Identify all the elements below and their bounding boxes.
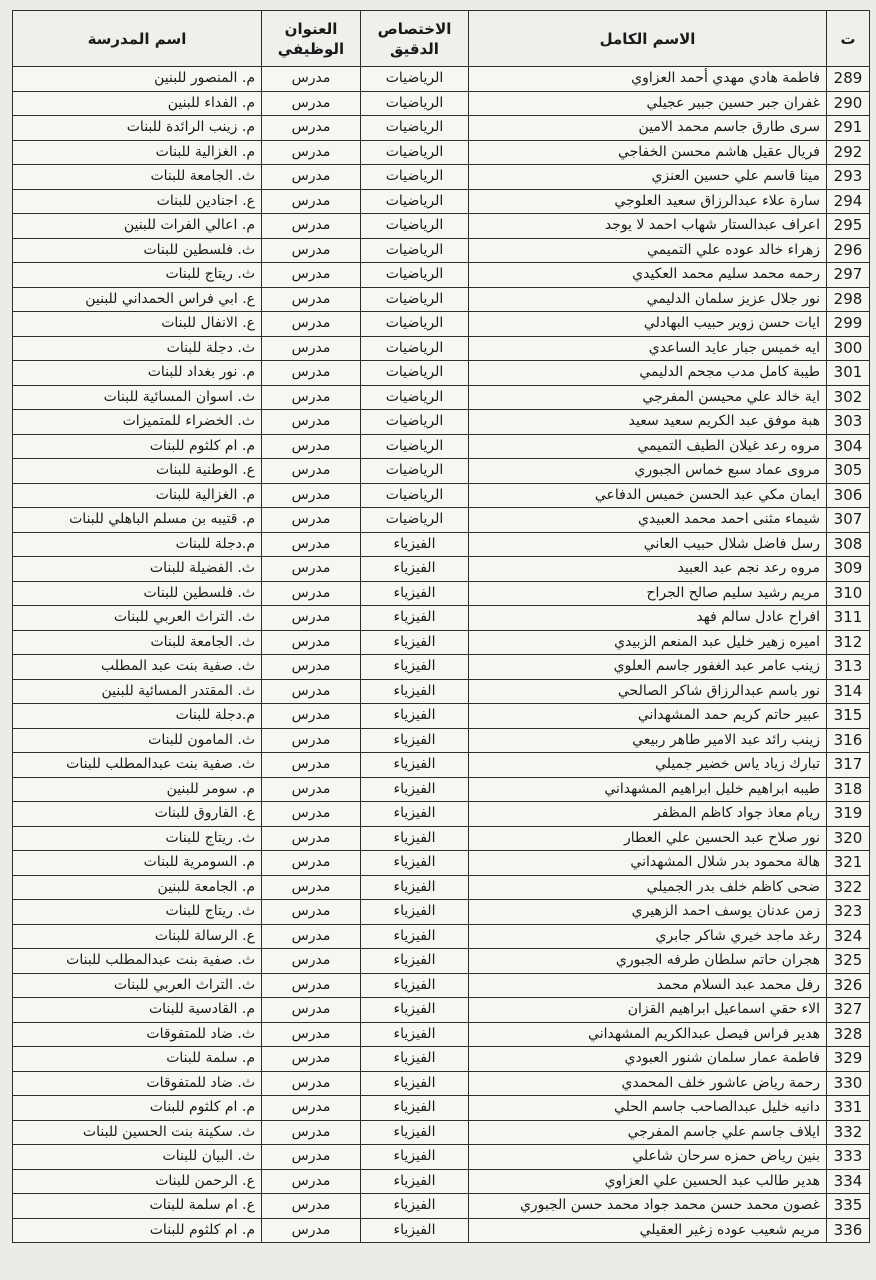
- specialization-cell: الفيزياء: [361, 1047, 469, 1072]
- full-name-cell: زهراء خالد عوده علي التميمي: [469, 238, 827, 263]
- table-row: [13, 459, 870, 484]
- table-row: [13, 1022, 870, 1047]
- school-name-cell: ث. دجلة للبنات: [13, 336, 262, 361]
- job-title-cell: مدرس: [262, 581, 361, 606]
- job-title-cell: مدرس: [262, 67, 361, 92]
- job-title-cell: مدرس: [262, 1120, 361, 1145]
- school-name-cell: ع. اجنادين للبنات: [13, 189, 262, 214]
- full-name-cell: ضحى كاظم خلف بدر الجميلي: [469, 875, 827, 900]
- job-title-cell: مدرس: [262, 924, 361, 949]
- school-name-cell: م. الفداء للبنين: [13, 91, 262, 116]
- job-title-cell: مدرس: [262, 508, 361, 533]
- school-name-cell: م. الغزالية للبنات: [13, 140, 262, 165]
- school-name-cell: ث. الفضيلة للبنات: [13, 557, 262, 582]
- row-number: 310: [827, 581, 870, 606]
- table-row: [13, 434, 870, 459]
- table-row: [13, 1145, 870, 1170]
- full-name-cell: الاء حقي اسماعيل ابراهيم القزان: [469, 998, 827, 1023]
- full-name-cell: نور صلاح عبد الحسين علي العطار: [469, 826, 827, 851]
- row-number: 295: [827, 214, 870, 239]
- teachers-table: [12, 10, 870, 1243]
- school-name-cell: م. الجامعة للبنين: [13, 875, 262, 900]
- table-row: [13, 361, 870, 386]
- specialization-cell: الرياضيات: [361, 287, 469, 312]
- school-name-cell: م. سومر للبنين: [13, 777, 262, 802]
- row-number: 331: [827, 1096, 870, 1121]
- job-title-cell: مدرس: [262, 875, 361, 900]
- full-name-cell: تبارك زياد ياس خضير جميلي: [469, 753, 827, 778]
- table-row: [13, 238, 870, 263]
- specialization-cell: الفيزياء: [361, 1096, 469, 1121]
- row-number: 296: [827, 238, 870, 263]
- table-row: [13, 165, 870, 190]
- specialization-cell: الفيزياء: [361, 777, 469, 802]
- header-full-name: الاسم الكامل: [469, 11, 827, 67]
- job-title-cell: مدرس: [262, 91, 361, 116]
- row-number: 300: [827, 336, 870, 361]
- row-number: 324: [827, 924, 870, 949]
- job-title-cell: مدرس: [262, 1022, 361, 1047]
- teachers-list-sheet: [12, 10, 864, 1243]
- table-row: [13, 385, 870, 410]
- specialization-cell: الفيزياء: [361, 532, 469, 557]
- school-name-cell: ع. الانفال للبنات: [13, 312, 262, 337]
- row-number: 323: [827, 900, 870, 925]
- row-number: 326: [827, 973, 870, 998]
- row-number: 332: [827, 1120, 870, 1145]
- specialization-cell: الرياضيات: [361, 459, 469, 484]
- school-name-cell: ث. صفية بنت عبد المطلب: [13, 655, 262, 680]
- job-title-cell: مدرس: [262, 802, 361, 827]
- table-row: [13, 900, 870, 925]
- full-name-cell: مريم شعيب عوده زغير العقيلي: [469, 1218, 827, 1243]
- full-name-cell: بنين رياض حمزه سرحان شاعلي: [469, 1145, 827, 1170]
- specialization-cell: الرياضيات: [361, 91, 469, 116]
- header-number: ت: [827, 11, 870, 67]
- job-title-cell: مدرس: [262, 263, 361, 288]
- job-title-cell: مدرس: [262, 826, 361, 851]
- full-name-cell: عبير حاتم كريم حمد المشهداني: [469, 704, 827, 729]
- header-specialization-text: الاختصاص الدقيق: [377, 19, 452, 58]
- table-row: [13, 532, 870, 557]
- specialization-cell: الرياضيات: [361, 238, 469, 263]
- specialization-cell: الفيزياء: [361, 1169, 469, 1194]
- full-name-cell: اميره زهير خليل عبد المنعم الزبيدي: [469, 630, 827, 655]
- table-row: [13, 826, 870, 851]
- row-number: 319: [827, 802, 870, 827]
- school-name-cell: ث. ريتاج للبنات: [13, 900, 262, 925]
- job-title-cell: مدرس: [262, 777, 361, 802]
- row-number: 291: [827, 116, 870, 141]
- row-number: 318: [827, 777, 870, 802]
- school-name-cell: ث. البيان للبنات: [13, 1145, 262, 1170]
- table-row: [13, 802, 870, 827]
- full-name-cell: رسل فاضل شلال حبيب العاني: [469, 532, 827, 557]
- specialization-cell: الرياضيات: [361, 508, 469, 533]
- specialization-cell: الفيزياء: [361, 802, 469, 827]
- job-title-cell: مدرس: [262, 1047, 361, 1072]
- full-name-cell: هجران حاتم سلطان طرفه الجبوري: [469, 949, 827, 974]
- table-row: [13, 753, 870, 778]
- specialization-cell: الفيزياء: [361, 679, 469, 704]
- job-title-cell: مدرس: [262, 973, 361, 998]
- full-name-cell: طيبة كامل مدب مجحم الدليمي: [469, 361, 827, 386]
- school-name-cell: ث. التراث العربي للبنات: [13, 606, 262, 631]
- specialization-cell: الفيزياء: [361, 851, 469, 876]
- specialization-cell: الرياضيات: [361, 336, 469, 361]
- row-number: 304: [827, 434, 870, 459]
- table-body: [13, 67, 870, 1243]
- row-number: 327: [827, 998, 870, 1023]
- row-number: 294: [827, 189, 870, 214]
- school-name-cell: م. ام كلثوم للبنات: [13, 434, 262, 459]
- job-title-cell: مدرس: [262, 532, 361, 557]
- full-name-cell: افراح عادل سالم فهد: [469, 606, 827, 631]
- specialization-cell: الرياضيات: [361, 312, 469, 337]
- table-row: [13, 508, 870, 533]
- row-number: 314: [827, 679, 870, 704]
- table-row: [13, 263, 870, 288]
- full-name-cell: مروه رعد نجم عبد العبيد: [469, 557, 827, 582]
- row-number: 299: [827, 312, 870, 337]
- row-number: 301: [827, 361, 870, 386]
- job-title-cell: مدرس: [262, 728, 361, 753]
- school-name-cell: ث. ضاد للمتفوقات: [13, 1022, 262, 1047]
- school-name-cell: ث. ريتاج للبنات: [13, 826, 262, 851]
- specialization-cell: الرياضيات: [361, 140, 469, 165]
- row-number: 328: [827, 1022, 870, 1047]
- specialization-cell: الرياضيات: [361, 434, 469, 459]
- school-name-cell: ث. الخضراء للمتميزات: [13, 410, 262, 435]
- job-title-cell: مدرس: [262, 434, 361, 459]
- full-name-cell: فاطمة عمار سلمان شنور العبودي: [469, 1047, 827, 1072]
- job-title-cell: مدرس: [262, 679, 361, 704]
- row-number: 317: [827, 753, 870, 778]
- specialization-cell: الفيزياء: [361, 557, 469, 582]
- school-name-cell: ع. الوطنية للبنات: [13, 459, 262, 484]
- specialization-cell: الفيزياء: [361, 1145, 469, 1170]
- full-name-cell: هدير طالب عبد الحسين علي العزاوي: [469, 1169, 827, 1194]
- specialization-cell: الرياضيات: [361, 410, 469, 435]
- header-job-title: [262, 11, 361, 67]
- job-title-cell: مدرس: [262, 630, 361, 655]
- specialization-cell: الفيزياء: [361, 900, 469, 925]
- full-name-cell: هبة موفق عبد الكريم سعيد سعيد: [469, 410, 827, 435]
- job-title-cell: مدرس: [262, 459, 361, 484]
- school-name-cell: ث. صفية بنت عبدالمطلب للبنات: [13, 949, 262, 974]
- row-number: 292: [827, 140, 870, 165]
- row-number: 311: [827, 606, 870, 631]
- job-title-cell: مدرس: [262, 140, 361, 165]
- table-row: [13, 581, 870, 606]
- full-name-cell: فاطمة هادي مهدي أحمد العزاوي: [469, 67, 827, 92]
- full-name-cell: شيماء مثنى احمد محمد العبيدي: [469, 508, 827, 533]
- specialization-cell: الفيزياء: [361, 581, 469, 606]
- specialization-cell: الفيزياء: [361, 655, 469, 680]
- table-row: [13, 140, 870, 165]
- table-row: [13, 91, 870, 116]
- specialization-cell: الفيزياء: [361, 875, 469, 900]
- specialization-cell: الفيزياء: [361, 630, 469, 655]
- row-number: 302: [827, 385, 870, 410]
- school-name-cell: ث. المامون للبنات: [13, 728, 262, 753]
- row-number: 322: [827, 875, 870, 900]
- table-row: [13, 998, 870, 1023]
- header-job-title-text: العنوان الوظيفي: [277, 19, 345, 58]
- row-number: 289: [827, 67, 870, 92]
- table-row: [13, 655, 870, 680]
- specialization-cell: الفيزياء: [361, 1071, 469, 1096]
- specialization-cell: الفيزياء: [361, 1218, 469, 1243]
- row-number: 320: [827, 826, 870, 851]
- full-name-cell: ايمان مكي عبد الحسن خميس الدفاعي: [469, 483, 827, 508]
- school-name-cell: م.دجلة للبنات: [13, 704, 262, 729]
- school-name-cell: ع. ام سلمة للبنات: [13, 1194, 262, 1219]
- full-name-cell: هالة محمود بدر شلال المشهداني: [469, 851, 827, 876]
- job-title-cell: مدرس: [262, 1071, 361, 1096]
- job-title-cell: مدرس: [262, 1145, 361, 1170]
- table-row: [13, 704, 870, 729]
- full-name-cell: فريال عقيل هاشم محسن الخفاجي: [469, 140, 827, 165]
- table-row: [13, 1218, 870, 1243]
- full-name-cell: زينب رائد عبد الامير طاهر ربيعي: [469, 728, 827, 753]
- full-name-cell: اية خالد علي محيسن المفرجي: [469, 385, 827, 410]
- table-row: [13, 483, 870, 508]
- school-name-cell: م. الغزالية للبنات: [13, 483, 262, 508]
- school-name-cell: ع. الرسالة للبنات: [13, 924, 262, 949]
- full-name-cell: سارة علاء عبدالرزاق سعيد العلوجي: [469, 189, 827, 214]
- job-title-cell: مدرس: [262, 214, 361, 239]
- school-name-cell: ث. صفية بنت عبدالمطلب للبنات: [13, 753, 262, 778]
- specialization-cell: الفيزياء: [361, 1120, 469, 1145]
- job-title-cell: مدرس: [262, 900, 361, 925]
- specialization-cell: الفيزياء: [361, 998, 469, 1023]
- header-school-name: اسم المدرسة: [13, 11, 262, 67]
- full-name-cell: مريم رشيد سليم صالح الجراح: [469, 581, 827, 606]
- job-title-cell: مدرس: [262, 385, 361, 410]
- job-title-cell: مدرس: [262, 998, 361, 1023]
- row-number: 321: [827, 851, 870, 876]
- school-name-cell: م. المنصور للبنين: [13, 67, 262, 92]
- specialization-cell: الفيزياء: [361, 826, 469, 851]
- job-title-cell: مدرس: [262, 287, 361, 312]
- job-title-cell: مدرس: [262, 1218, 361, 1243]
- row-number: 333: [827, 1145, 870, 1170]
- row-number: 330: [827, 1071, 870, 1096]
- specialization-cell: الرياضيات: [361, 214, 469, 239]
- full-name-cell: مروه رعد غيلان الطيف التميمي: [469, 434, 827, 459]
- school-name-cell: ث. اسوان المسائية للبنات: [13, 385, 262, 410]
- specialization-cell: الفيزياء: [361, 753, 469, 778]
- full-name-cell: ايه خميس جبار عايد الساعدي: [469, 336, 827, 361]
- specialization-cell: الرياضيات: [361, 189, 469, 214]
- job-title-cell: مدرس: [262, 655, 361, 680]
- full-name-cell: غصون محمد حسن محمد جواد محمد حسن الجبوري: [469, 1194, 827, 1219]
- school-name-cell: ث. المقتدر المسائية للبنين: [13, 679, 262, 704]
- school-name-cell: ث. التراث العربي للبنات: [13, 973, 262, 998]
- specialization-cell: الرياضيات: [361, 165, 469, 190]
- table-row: [13, 1096, 870, 1121]
- job-title-cell: مدرس: [262, 1194, 361, 1219]
- job-title-cell: مدرس: [262, 606, 361, 631]
- school-name-cell: م. اعالي الفرات للبنين: [13, 214, 262, 239]
- row-number: 298: [827, 287, 870, 312]
- table-row: [13, 116, 870, 141]
- school-name-cell: م. سلمة للبنات: [13, 1047, 262, 1072]
- row-number: 290: [827, 91, 870, 116]
- specialization-cell: الرياضيات: [361, 67, 469, 92]
- full-name-cell: اعراف عبدالستار شهاب احمد لا يوجد: [469, 214, 827, 239]
- row-number: 307: [827, 508, 870, 533]
- full-name-cell: زمن عدنان يوسف احمد الزهيري: [469, 900, 827, 925]
- table-row: [13, 1194, 870, 1219]
- job-title-cell: مدرس: [262, 238, 361, 263]
- specialization-cell: الرياضيات: [361, 361, 469, 386]
- school-name-cell: م. القادسية للبنات: [13, 998, 262, 1023]
- table-row: [13, 973, 870, 998]
- table-row: [13, 1120, 870, 1145]
- full-name-cell: ريام معاذ جواد كاظم المظفر: [469, 802, 827, 827]
- job-title-cell: مدرس: [262, 753, 361, 778]
- table-row: [13, 728, 870, 753]
- job-title-cell: مدرس: [262, 410, 361, 435]
- full-name-cell: مينا قاسم علي حسين العنزي: [469, 165, 827, 190]
- table-row: [13, 777, 870, 802]
- specialization-cell: الفيزياء: [361, 704, 469, 729]
- job-title-cell: مدرس: [262, 1169, 361, 1194]
- job-title-cell: مدرس: [262, 361, 361, 386]
- job-title-cell: مدرس: [262, 165, 361, 190]
- school-name-cell: ع. الفاروق للبنات: [13, 802, 262, 827]
- full-name-cell: نور جلال عزيز سلمان الدليمي: [469, 287, 827, 312]
- school-name-cell: م. نور بغداد للبنات: [13, 361, 262, 386]
- specialization-cell: الفيزياء: [361, 606, 469, 631]
- job-title-cell: مدرس: [262, 557, 361, 582]
- table-row: [13, 1047, 870, 1072]
- row-number: 335: [827, 1194, 870, 1219]
- table-row: [13, 67, 870, 92]
- table-header-row: [13, 11, 870, 67]
- full-name-cell: غفران جبر حسين جبير عجيلي: [469, 91, 827, 116]
- table-row: [13, 1169, 870, 1194]
- table-row: [13, 630, 870, 655]
- table-row: [13, 1071, 870, 1096]
- row-number: 305: [827, 459, 870, 484]
- table-row: [13, 214, 870, 239]
- full-name-cell: دانيه خليل عبدالصاحب جاسم الحلي: [469, 1096, 827, 1121]
- job-title-cell: مدرس: [262, 312, 361, 337]
- row-number: 313: [827, 655, 870, 680]
- specialization-cell: الرياضيات: [361, 483, 469, 508]
- row-number: 293: [827, 165, 870, 190]
- school-name-cell: ث. فلسطين للبنات: [13, 238, 262, 263]
- full-name-cell: سرى طارق جاسم محمد الامين: [469, 116, 827, 141]
- school-name-cell: ث. الجامعة للبنات: [13, 165, 262, 190]
- row-number: 309: [827, 557, 870, 582]
- table-row: [13, 875, 870, 900]
- row-number: 329: [827, 1047, 870, 1072]
- school-name-cell: ع. ابي فراس الحمداني للبنين: [13, 287, 262, 312]
- row-number: 325: [827, 949, 870, 974]
- school-name-cell: م. زينب الرائدة للبنات: [13, 116, 262, 141]
- job-title-cell: مدرس: [262, 116, 361, 141]
- full-name-cell: نور باسم عبدالرزاق شاكر الصالحي: [469, 679, 827, 704]
- row-number: 334: [827, 1169, 870, 1194]
- full-name-cell: هدير فراس فيصل عبدالكريم المشهداني: [469, 1022, 827, 1047]
- header-specialization: [361, 11, 469, 67]
- table-row: [13, 679, 870, 704]
- row-number: 312: [827, 630, 870, 655]
- job-title-cell: مدرس: [262, 949, 361, 974]
- full-name-cell: رغد ماجد خيري شاكر جابري: [469, 924, 827, 949]
- table-row: [13, 189, 870, 214]
- school-name-cell: م. قتيبه بن مسلم الباهلي للبنات: [13, 508, 262, 533]
- row-number: 303: [827, 410, 870, 435]
- specialization-cell: الفيزياء: [361, 728, 469, 753]
- row-number: 297: [827, 263, 870, 288]
- job-title-cell: مدرس: [262, 189, 361, 214]
- job-title-cell: مدرس: [262, 336, 361, 361]
- row-number: 306: [827, 483, 870, 508]
- specialization-cell: الرياضيات: [361, 385, 469, 410]
- table-row: [13, 557, 870, 582]
- full-name-cell: مروى عماد سبع خماس الجبوري: [469, 459, 827, 484]
- school-name-cell: م. ام كلثوم للبنات: [13, 1096, 262, 1121]
- specialization-cell: الفيزياء: [361, 1022, 469, 1047]
- job-title-cell: مدرس: [262, 1096, 361, 1121]
- full-name-cell: ايات حسن زوير حبيب البهادلي: [469, 312, 827, 337]
- table-row: [13, 336, 870, 361]
- full-name-cell: زينب عامر عبد الغفور جاسم العلوي: [469, 655, 827, 680]
- specialization-cell: الرياضيات: [361, 263, 469, 288]
- row-number: 315: [827, 704, 870, 729]
- row-number: 308: [827, 532, 870, 557]
- specialization-cell: الفيزياء: [361, 924, 469, 949]
- school-name-cell: ث. ريتاج للبنات: [13, 263, 262, 288]
- table-row: [13, 410, 870, 435]
- table-row: [13, 949, 870, 974]
- job-title-cell: مدرس: [262, 483, 361, 508]
- school-name-cell: ث. ضاد للمتفوقات: [13, 1071, 262, 1096]
- school-name-cell: ث. فلسطين للبنات: [13, 581, 262, 606]
- specialization-cell: الفيزياء: [361, 1194, 469, 1219]
- specialization-cell: الرياضيات: [361, 116, 469, 141]
- full-name-cell: ايلاف جاسم علي جاسم المفرجي: [469, 1120, 827, 1145]
- row-number: 316: [827, 728, 870, 753]
- school-name-cell: ث. سكينة بنت الحسين للبنات: [13, 1120, 262, 1145]
- school-name-cell: ث. الجامعة للبنات: [13, 630, 262, 655]
- school-name-cell: م. ام كلثوم للبنات: [13, 1218, 262, 1243]
- specialization-cell: الفيزياء: [361, 949, 469, 974]
- full-name-cell: رحمة رياض عاشور خلف المحمدي: [469, 1071, 827, 1096]
- job-title-cell: مدرس: [262, 851, 361, 876]
- school-name-cell: م.دجلة للبنات: [13, 532, 262, 557]
- table-row: [13, 851, 870, 876]
- table-row: [13, 606, 870, 631]
- specialization-cell: الفيزياء: [361, 973, 469, 998]
- table-row: [13, 312, 870, 337]
- row-number: 336: [827, 1218, 870, 1243]
- full-name-cell: رفل محمد عبد السلام محمد: [469, 973, 827, 998]
- table-row: [13, 924, 870, 949]
- school-name-cell: ع. الرحمن للبنات: [13, 1169, 262, 1194]
- full-name-cell: طيبه ابراهيم خليل ابراهيم المشهداني: [469, 777, 827, 802]
- job-title-cell: مدرس: [262, 704, 361, 729]
- school-name-cell: م. السومرية للبنات: [13, 851, 262, 876]
- full-name-cell: رحمه محمد سليم محمد العكيدي: [469, 263, 827, 288]
- table-row: [13, 287, 870, 312]
